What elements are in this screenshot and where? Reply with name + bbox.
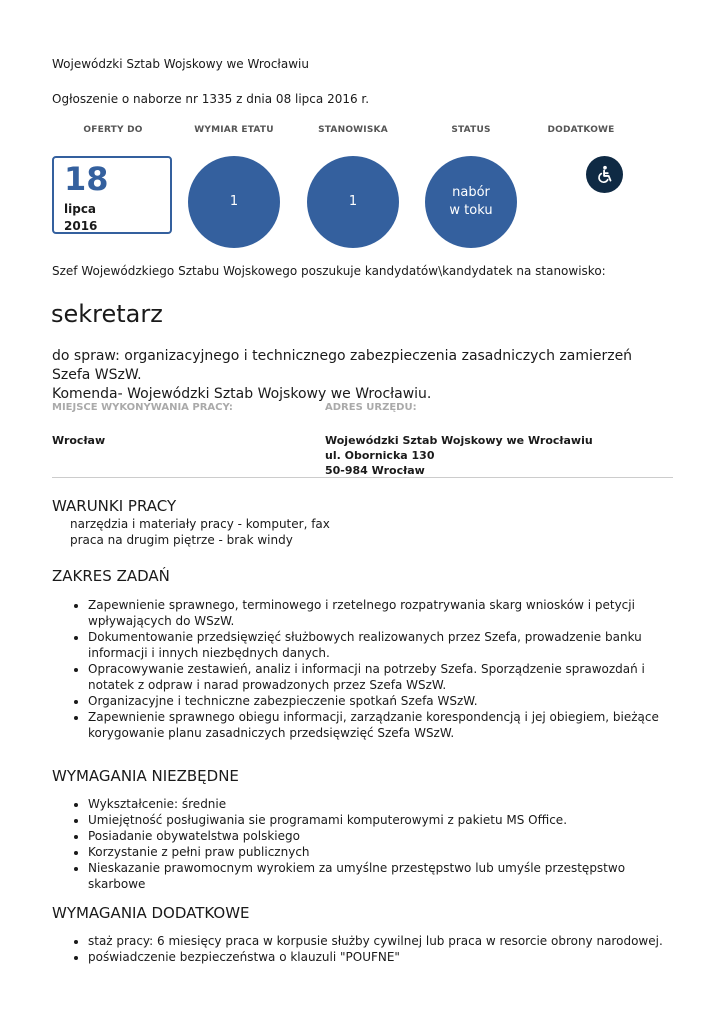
announcement-line: Ogłoszenie o naborze nr 1335 z dnia 08 lipca 2016 r.	[52, 92, 370, 106]
duties-list	[52, 597, 678, 741]
positions-value: 1	[348, 194, 358, 209]
required-list	[52, 796, 678, 892]
description-line-1: do spraw: organizacyjnego i technicznego zabezpieczenia zasadniczych zamierzeń Szefa WSzW.	[52, 348, 633, 383]
required-title: WYMAGANIA NIEZBĘDNE	[52, 767, 239, 785]
list-item: praca na drugim piętrze - brak windy	[70, 533, 293, 547]
list-item: • Wykształcenie: średnie	[88, 796, 678, 812]
list-item: • Korzystanie z pełni praw publicznych	[88, 844, 678, 860]
positions-label: STANOWISKA	[318, 125, 388, 135]
description-line-2: Komenda- Wojewódzki Sztab Wojskowy we Wrocławiu.	[52, 386, 432, 402]
fte-value: 1	[229, 194, 239, 209]
office-address-line: 50-984 Wrocław	[325, 464, 425, 477]
workplace-value: Wrocław	[52, 434, 106, 447]
list-item: • Opracowywanie zestawień, analiz i informacji na potrzeby Szefa. Sporządzenie sprawozdań i notatek z odpraw i narad prowadzonych przez Szefa WSzW.	[88, 661, 678, 693]
intro-text: Szef Wojewódzkiego Sztabu Wojskowego poszukuje kandydatów\kandydatek na stanowisko:	[52, 264, 606, 278]
deadline-month: lipca	[64, 202, 97, 216]
deadline-label: OFERTY DO	[83, 125, 143, 135]
status-value-line2: w toku	[449, 203, 493, 218]
list-item: • Organizacyjne i techniczne zabezpieczenie spotkań Szefa WSzW.	[88, 693, 678, 709]
office-address	[325, 433, 593, 478]
list-item: narzędzia i materiały pracy - komputer, fax	[70, 517, 330, 531]
extra-label: DODATKOWE	[547, 125, 615, 135]
additional-list	[52, 933, 678, 965]
list-item: • poświadczenie bezpieczeństwa o klauzuli "POUFNE"	[88, 949, 678, 965]
section-divider	[52, 477, 673, 478]
fte-circle	[188, 156, 280, 248]
list-item: • Dokumentowanie przedsięwzięć służbowych realizowanych przez Szefa, prowadzenie banku informacji i innych niezbędnych danych.	[88, 629, 678, 661]
office-address-label: ADRES URZĘDU:	[325, 402, 417, 413]
additional-title: WYMAGANIA DODATKOWE	[52, 904, 250, 922]
conditions-title: WARUNKI PRACY	[52, 497, 177, 515]
wheelchair-icon	[586, 156, 623, 193]
status-label: STATUS	[451, 125, 491, 135]
status-value-line1: nabór	[452, 185, 490, 200]
position-title: sekretarz	[51, 300, 163, 328]
organization-name: Wojewódzki Sztab Wojskowy we Wrocławiu	[52, 57, 309, 71]
list-item: • staż pracy: 6 miesięcy praca w korpusie służby cywilnej lub praca w resorcie obrony narodowej.	[88, 933, 678, 949]
position-description	[52, 347, 672, 404]
conditions-list	[70, 516, 330, 548]
workplace-label: MIEJSCE WYKONYWANIA PRACY:	[52, 402, 233, 413]
list-item: • Zapewnienie sprawnego obiegu informacji, zarządzanie korespondencją i jej obiegiem, bieżące korygowanie planu zasadniczych przedsięwzięć Szefa WSzW.	[88, 709, 678, 741]
list-item: • Zapewnienie sprawnego, terminowego i rzetelnego rozpatrywania skarg wniosków i petycji wpływających do WSzW.	[88, 597, 678, 629]
office-address-line: Wojewódzki Sztab Wojskowy we Wrocławiu	[325, 434, 593, 447]
positions-circle	[307, 156, 399, 248]
office-address-line: ul. Obornicka 130	[325, 449, 435, 462]
status-circle	[425, 156, 517, 248]
duties-title: ZAKRES ZADAŃ	[52, 567, 170, 585]
deadline-day: 18	[64, 160, 109, 198]
list-item: • Umiejętność posługiwania sie programami komputerowymi z pakietu MS Office.	[88, 812, 678, 828]
list-item: • Nieskazanie prawomocnym wyrokiem za umyślne przestępstwo lub umyśle przestępstwo skarbowe	[88, 860, 678, 892]
list-item: • Posiadanie obywatelstwa polskiego	[88, 828, 678, 844]
deadline-year: 2016	[64, 219, 98, 233]
deadline-date-box	[52, 156, 172, 234]
fte-label: WYMIAR ETATU	[194, 125, 274, 135]
